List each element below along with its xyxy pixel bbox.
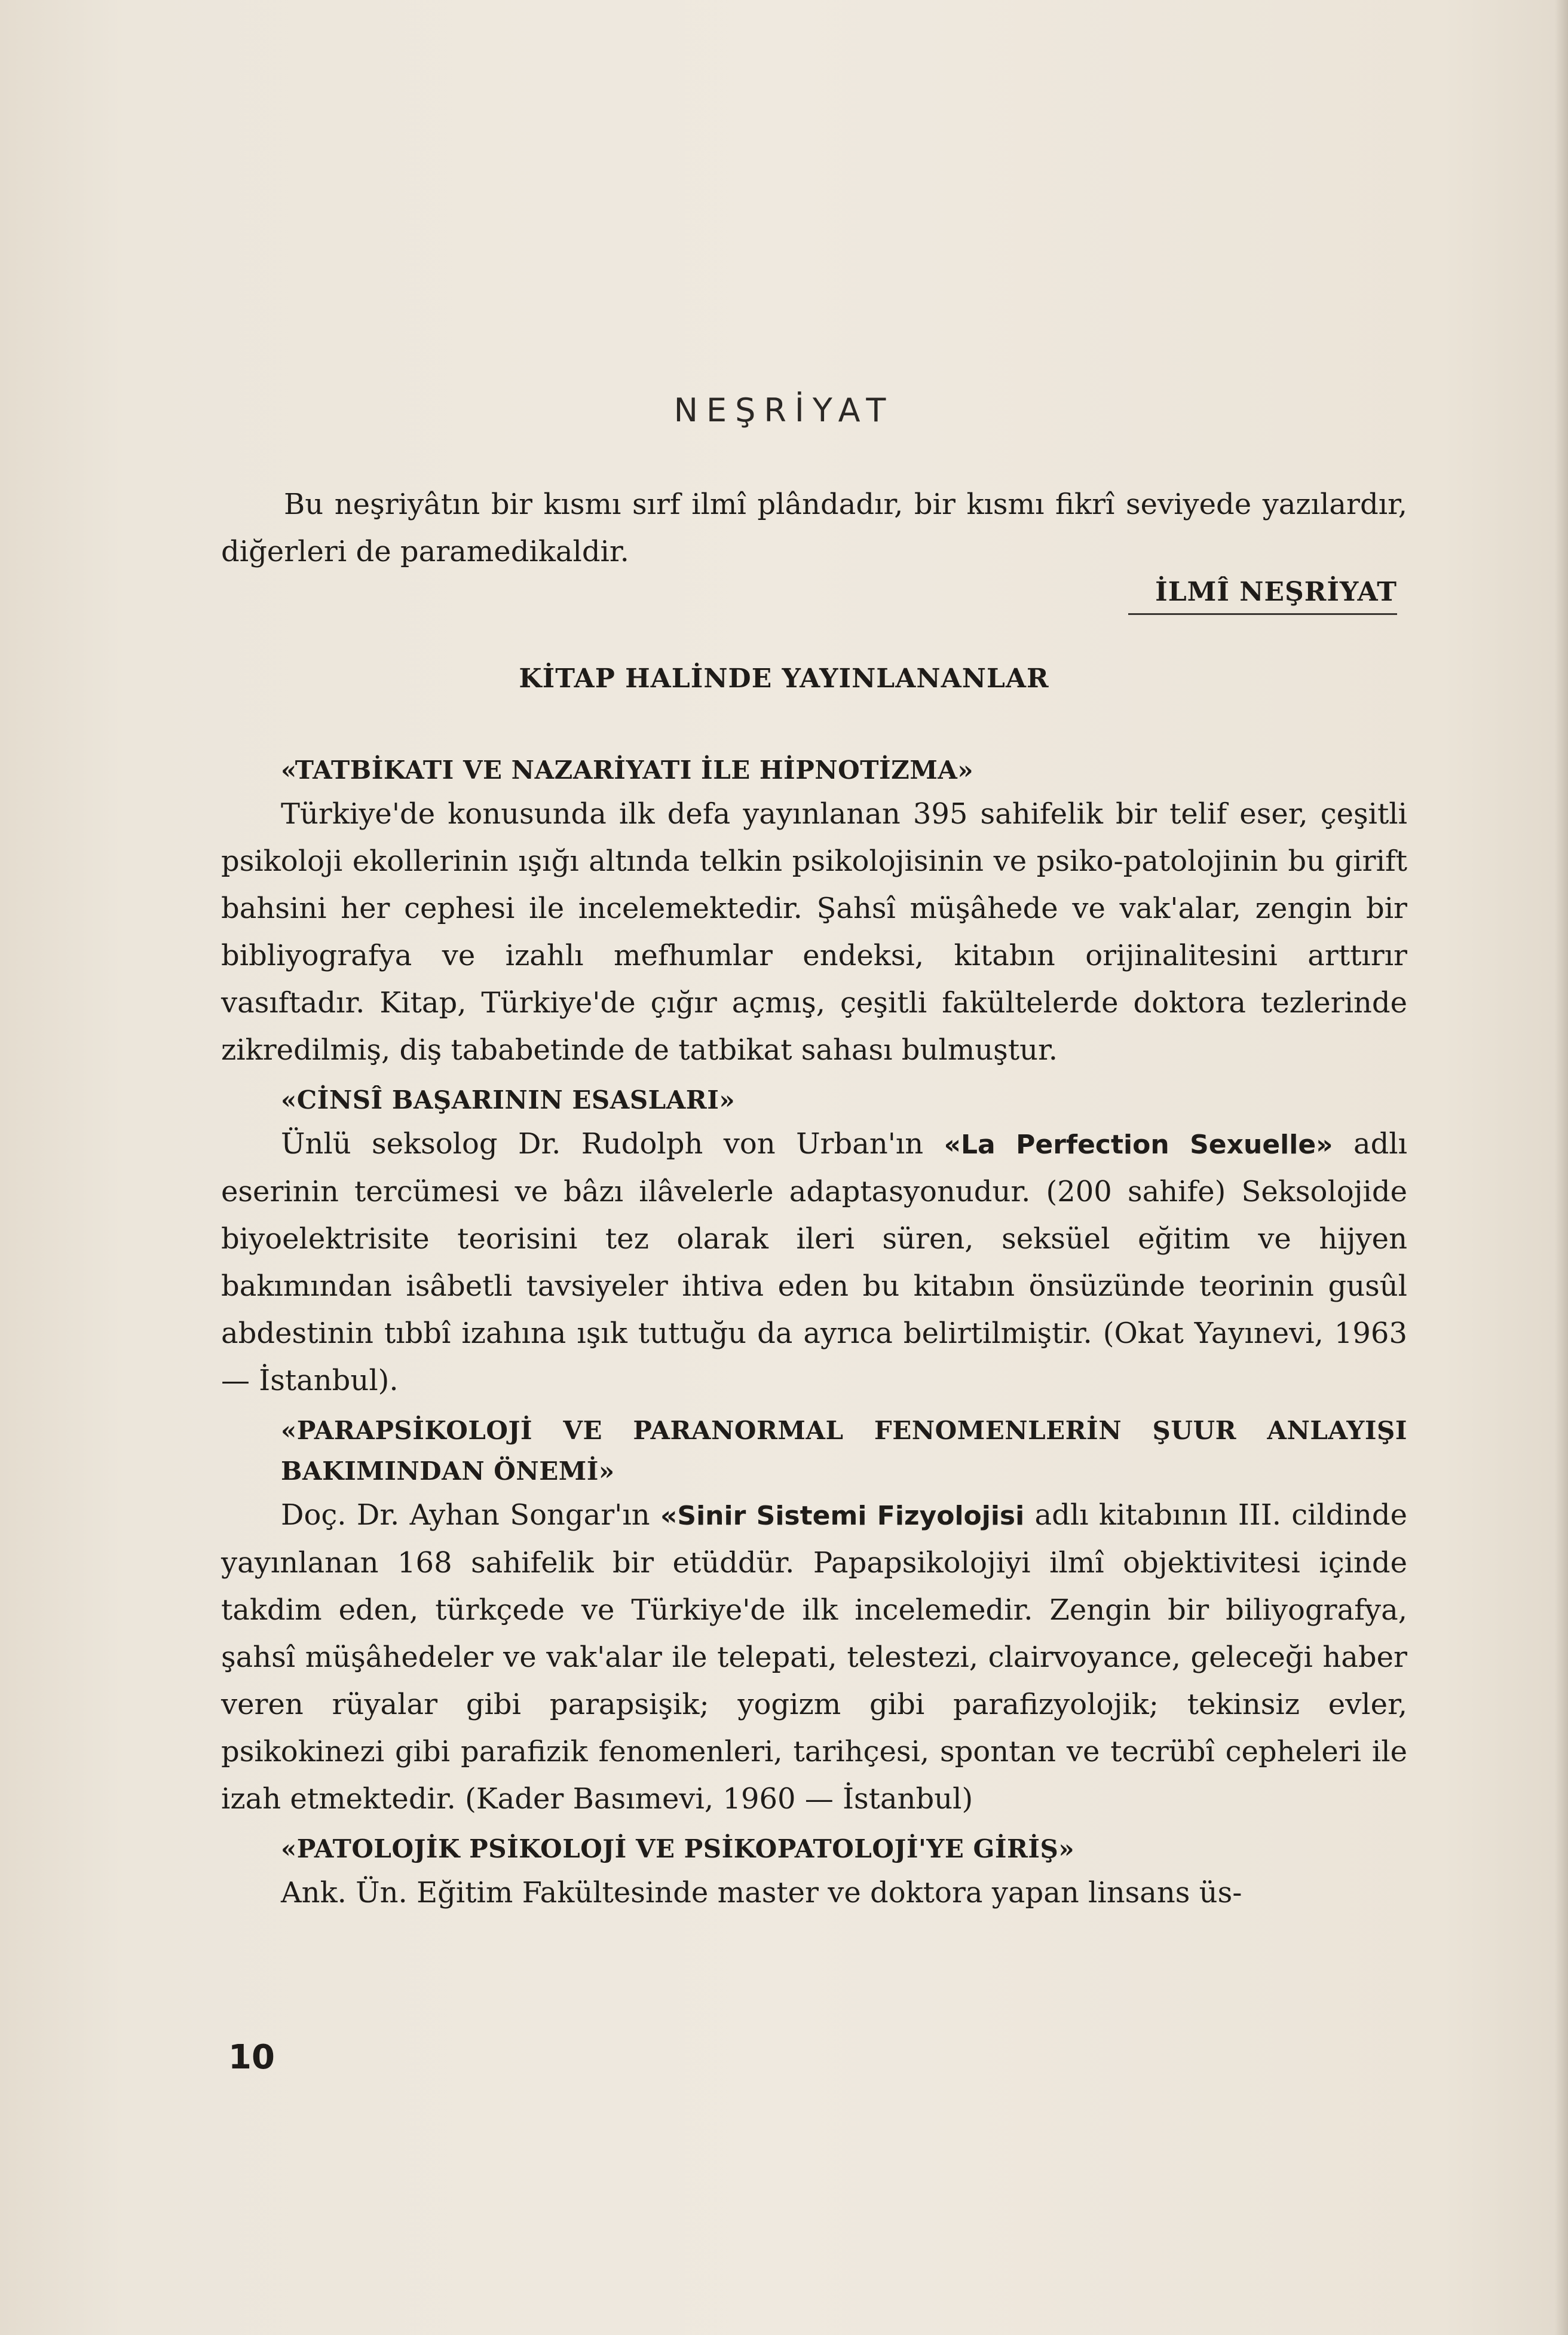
entry-body: Türkiye'de konusunda ilk defa yayınlanan 395 sahifelik bir telif eser, çeşitli psikoloji ekollerinin ışığı altında telkin psikolojisinin ve psiko-patolojinin bu girift bahsini her cephesi ile incelemektedir. Şahsî müşâhede ve vak'alar, zengin bir bibliyografya ve izahlı mefhumlar endeksi, kitabın orijinalitesini arttırır vasıftadır. Kitap, Türkiye'de çığır açmış, çeşitli fakültelerde doktora tezlerinde zikredilmiş, diş tababetinde de tatbikat sahası bulmuştur.	[221, 797, 1407, 1067]
page-number: 10	[228, 2038, 275, 2077]
entries-list	[221, 750, 1407, 1923]
page-heading: NEŞRİYAT	[673, 391, 895, 429]
book-title: «La Perfection Sexuelle»	[944, 1130, 1333, 1160]
intro-paragraph: Bu neşriyâtın bir kısmı sırf ilmî plândadır, bir kısmı fikrî seviyede yazılardır, diğerleri de paramedikaldir.	[221, 488, 1407, 568]
entry-patolojik-psikoloji	[221, 1829, 1407, 1917]
entry-parapsikoloji	[221, 1410, 1407, 1823]
entry-title: «PARAPSİKOLOJİ VE PARANORMAL FENOMENLERİN ŞUUR ANLAYIŞI BAKIMINDAN ÖNEMİ»	[281, 1416, 1407, 1486]
section-title: İLMÎ NEŞRİYAT	[1128, 577, 1397, 615]
entry-body: Ank. Ün. Eğitim Fakültesinde master ve doktora yapan linsans üs-	[281, 1876, 1242, 1909]
entry-cinsi-basari	[221, 1080, 1407, 1404]
book-title: «Sinir Sistemi Fizyolojisi	[660, 1501, 1025, 1531]
entry-title: «TATBİKATI VE NAZARİYATI İLE HİPNOTİZMA»	[281, 755, 974, 785]
entry-title: «CİNSÎ BAŞARININ ESASLARI»	[281, 1085, 736, 1115]
entry-body: Doç. Dr. Ayhan Songar'ın «Sinir Sistemi Fizyolojisi adlı kitabının III. cildinde yayınlanan 168 sahifelik bir etüddür. Papapsikolojiyi ilmî objektivitesi içinde takdim eden, türkçede ve Türkiye'de ilk incelemedir. Zengin bir biliyografya, şahsî müşâhedeler ve vak'alar ile telepati, telestezi, clairvoyance, geleceği haber veren rüyalar gibi parapsişik; yogizm gibi parafizyolojik; tekinsiz evler, psikokinezi gibi parafizik fenomenleri, tarihçesi, spontan ve tecrübî cepheleri ile izah etmektedir. (Kader Basımevi, 1960 — İstanbul)	[221, 1498, 1408, 1816]
entry-title: «PATOLOJİK PSİKOLOJİ VE PSİKOPATOLOJİ'YE GİRİŞ»	[281, 1834, 1075, 1863]
subsection-title: KİTAP HALİNDE YAYINLANANLAR	[519, 663, 1049, 694]
entry-body: Ünlü seksolog Dr. Rudolph von Urban'ın «La Perfection Sexuelle» adlı eserinin tercümesi ve bâzı ilâvelerle adaptasyonudur. (200 sahife) Seksolojide biyoelektrisite teorisini tez olarak ileri süren, seksüel eğitim ve hijyen bakımından isâbetli tavsiyeler ihtiva eden bu kitabın önsüzünde teorinin gusûl abdestinin tıbbî izahına ışık tuttuğu da ayrıca belirtilmiştir. (Okat Yayınevi, 1963 — İstanbul).	[221, 1127, 1407, 1397]
page-edge-shadow	[1555, 0, 1568, 2335]
entry-hipnotizma	[221, 750, 1407, 1074]
